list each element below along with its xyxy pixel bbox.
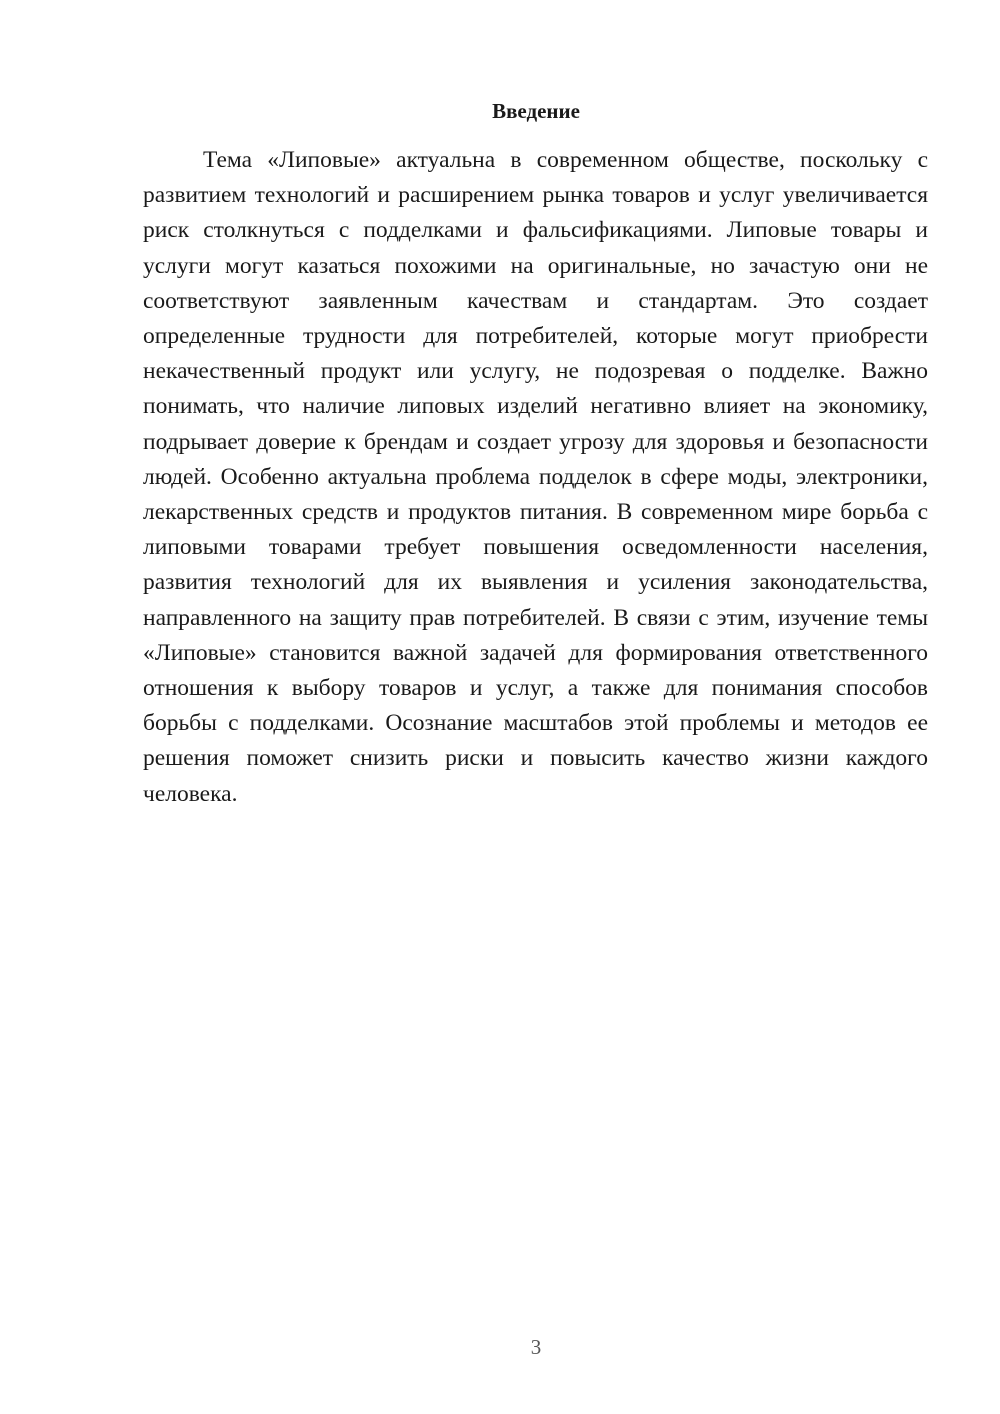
page-number: 3 <box>530 1335 542 1359</box>
section-heading: Введение <box>492 99 580 123</box>
body-paragraph: Тема «Липовые» актуальна в современном обществе, поскольку с развитием технологий и расширением рынка товаров и услуг увеличивается риск столкнуться с подделками и фальсификациями. Липовые товары и услуги могут казаться похожими на оригинальные, но зачастую они не соответствуют заявленным качествам и стандартам. Это создает определенные трудности для потребителей, которые могут приобрести некачественный продукт или услугу, не подозревая о подделке. Важно понимать, что наличие липовых изделий негативно влияет на экономику, подрывает доверие к брендам и создает угрозу для здоровья и безопасности людей. Особенно актуальна проблема подделок в сфере моды, электроники, лекарственных средств и продуктов питания. В современном мире борьба с липовыми товарами требует повышения осведомленности населения, развития технологий для их выявления и усиления законодательства, направленного на защиту прав потребителей. В связи с этим, изучение темы «Липовые» становится важной задачей для формирования ответственного отношения к выбору товаров и услуг, а также для понимания способов борьбы с подделками. Осознание масштабов этой проблемы и методов ее решения поможет снизить риски и повысить качество жизни каждого человека. <box>143 147 928 807</box>
